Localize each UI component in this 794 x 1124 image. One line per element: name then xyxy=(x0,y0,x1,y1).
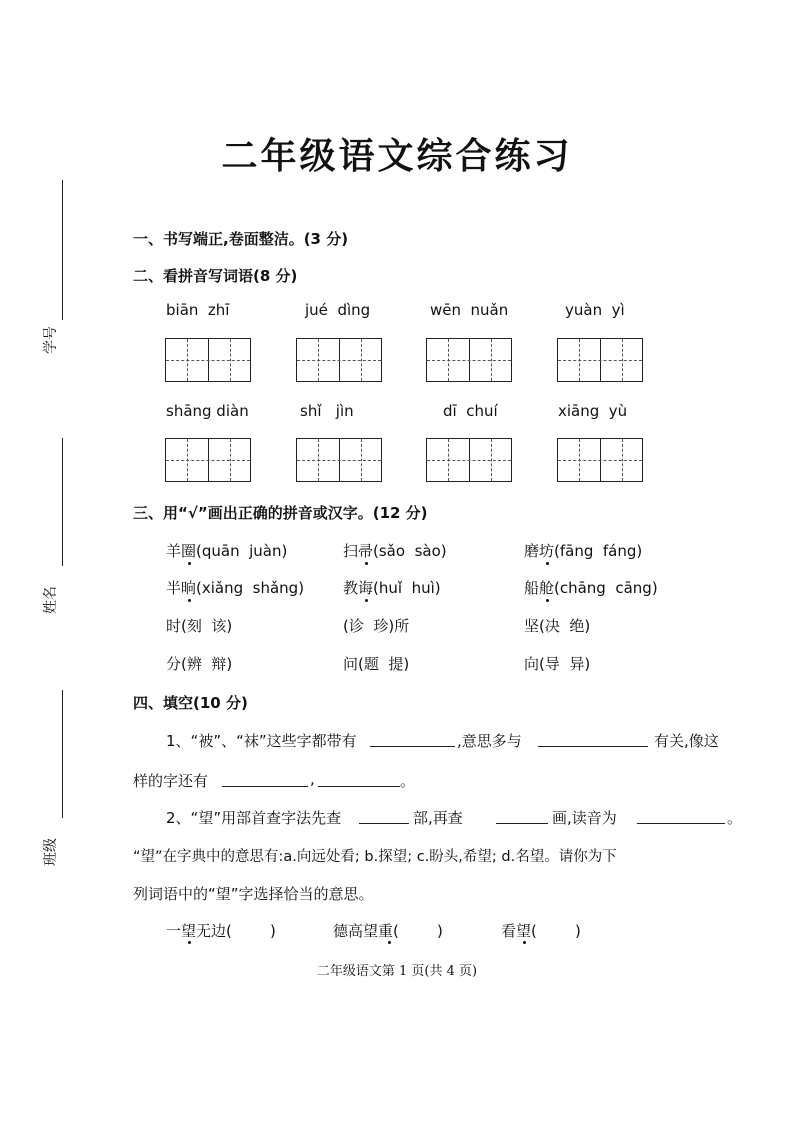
emphasis-dot xyxy=(523,941,526,944)
q1-line2-text: 样的字还有 xyxy=(133,772,209,790)
emphasis-dot xyxy=(188,562,191,565)
writing-grid-5[interactable] xyxy=(165,438,251,482)
meaning-choice-1[interactable]: 一望无边( ) xyxy=(166,922,276,940)
name-label: 姓名 xyxy=(43,586,59,614)
writing-grid-4[interactable] xyxy=(557,338,643,382)
section-2-heading: 二、看拼音写词语(8 分) xyxy=(133,267,298,285)
q1-blank-4[interactable] xyxy=(318,786,400,787)
pinyin-5: shāng diàn xyxy=(166,402,249,420)
pinyin-8: xiāng yù xyxy=(558,402,628,420)
q1-line2-period: 。 xyxy=(400,772,416,790)
writing-grid-2[interactable] xyxy=(296,338,382,382)
binding-line-top xyxy=(62,180,63,320)
choice-item[interactable]: 时(刻 该) xyxy=(166,617,233,635)
choice-item[interactable]: 分(辨 辩) xyxy=(166,655,233,673)
binding-line-middle xyxy=(62,438,63,566)
emphasis-dot xyxy=(188,599,191,602)
choice-item[interactable]: (诊 珍)所 xyxy=(343,617,410,635)
writing-grid-8[interactable] xyxy=(557,438,643,482)
q1-text-b: ,意思多与 xyxy=(457,732,522,750)
q2-text-b: 部,再查 xyxy=(413,809,463,827)
pinyin-3: wēn nuǎn xyxy=(430,301,509,319)
emphasis-dot xyxy=(546,599,549,602)
emphasis-dot xyxy=(365,562,368,565)
q2-blank-3[interactable] xyxy=(637,823,725,824)
meaning-choice-3[interactable]: 看望( ) xyxy=(501,922,581,940)
choice-item[interactable]: 羊圈(quān juàn) xyxy=(166,542,288,560)
q1-blank-2[interactable] xyxy=(538,746,648,747)
emphasis-dot xyxy=(388,941,391,944)
emphasis-dot xyxy=(188,941,191,944)
q2-text-d: 。 xyxy=(727,809,743,827)
choice-item[interactable]: 磨坊(fāng fáng) xyxy=(524,542,643,560)
pinyin-6: shǐ jìn xyxy=(300,402,354,420)
q2-line2: “望”在字典中的意思有:a.向远处看; b.探望; c.盼头,希望; d.名望。请你为下 xyxy=(133,849,617,865)
class-label: 班级 xyxy=(43,838,59,866)
binding-line-bottom xyxy=(62,690,63,818)
q1-blank-3[interactable] xyxy=(222,786,308,787)
section-3-heading: 三、用“√”画出正确的拼音或汉字。(12 分) xyxy=(133,504,428,522)
q2-line3: 列词语中的“望”字选择恰当的意思。 xyxy=(133,885,374,903)
pinyin-7: dī chuí xyxy=(443,402,498,420)
meaning-choice-2[interactable]: 德高望重( ) xyxy=(333,922,443,940)
q2-blank-1[interactable] xyxy=(359,823,409,824)
choice-item[interactable]: 扫帚(sǎo sào) xyxy=(343,542,447,560)
pinyin-4: yuàn yì xyxy=(565,301,625,319)
choice-item[interactable]: 问(题 提) xyxy=(343,655,410,673)
choice-item[interactable]: 教诲(huǐ huì) xyxy=(343,579,441,597)
emphasis-dot xyxy=(365,599,368,602)
q1-blank-1[interactable] xyxy=(370,746,455,747)
choice-item[interactable]: 半晌(xiǎng shǎng) xyxy=(166,579,305,597)
q2-text-a: 2、“望”用部首查字法先查 xyxy=(166,809,342,827)
writing-grid-1[interactable] xyxy=(165,338,251,382)
q1-text-c: 有关,像这 xyxy=(654,732,719,750)
pinyin-1: biān zhī xyxy=(166,301,230,319)
section-4-heading: 四、填空(10 分) xyxy=(133,694,248,712)
choice-item[interactable]: 向(导 异) xyxy=(524,655,591,673)
choice-item[interactable]: 坚(决 绝) xyxy=(524,617,591,635)
writing-grid-6[interactable] xyxy=(296,438,382,482)
writing-grid-3[interactable] xyxy=(426,338,512,382)
section-1-heading: 一、书写端正,卷面整洁。(3 分) xyxy=(133,230,349,248)
page-footer: 二年级语文第 1 页(共 4 页) xyxy=(316,964,478,979)
q1-text-a: 1、“被”、“袜”这些字都带有 xyxy=(166,732,357,750)
page-title: 二年级语文综合练习 xyxy=(221,135,573,177)
writing-grid-7[interactable] xyxy=(426,438,512,482)
choice-item[interactable]: 船舱(chāng cāng) xyxy=(524,579,658,597)
emphasis-dot xyxy=(546,562,549,565)
student-id-label: 学号 xyxy=(43,326,59,354)
pinyin-2: jué dìng xyxy=(305,301,371,319)
q1-line2-comma: , xyxy=(310,770,315,788)
q2-blank-2[interactable] xyxy=(496,823,548,824)
q2-text-c: 画,读音为 xyxy=(552,809,617,827)
